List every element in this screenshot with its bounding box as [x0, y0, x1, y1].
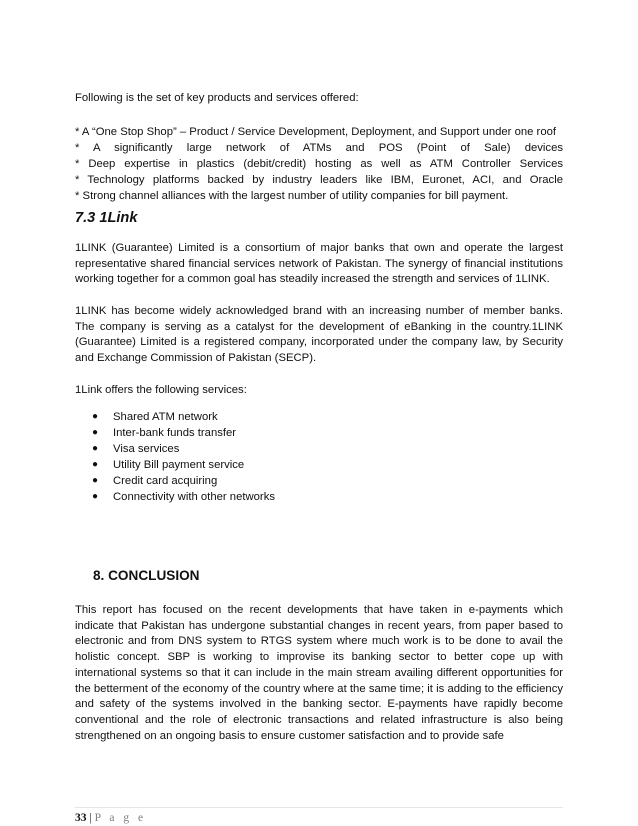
bullet-icon: ●	[92, 475, 99, 486]
key-product-item: * Deep expertise in plastics (debit/credit) hosting as well as ATM Controller Services	[75, 158, 563, 170]
bullet-icon: ●	[92, 443, 99, 454]
section-7-3-heading-wrap	[75, 210, 563, 226]
page-number: 33	[75, 812, 87, 824]
footer-divider	[75, 807, 563, 808]
page-label: P a g e	[94, 812, 147, 824]
bullet-icon: ●	[92, 459, 99, 470]
list-item: ● Credit card acquiring	[92, 475, 218, 487]
bullet-icon: ●	[92, 491, 99, 502]
key-product-item: * A significantly large network of ATMs and POS (Point of Sale) devices	[75, 142, 563, 154]
list-item: ● Utility Bill payment service	[92, 459, 245, 471]
key-product-item: * A “One Stop Shop” – Product / Service Development, Deployment, and Support under one roof	[75, 126, 557, 138]
section-7-3-para-1: 1LINK (Guarantee) Limited is a consortium of major banks that own and operate the largest representative shared financial services network of Pakistan. The synergy of financial institutions working together for a common goal has steadily increased the strength and services of 1LINK.	[75, 242, 563, 286]
key-products-list	[75, 124, 563, 204]
bullet-icon: ●	[92, 427, 99, 438]
intro-text: Following is the set of key products and services offered:	[75, 92, 359, 104]
key-product-item: * Technology platforms backed by industry leaders like IBM, Euronet, ACI, and Oracle	[75, 174, 563, 186]
conclusion-heading-wrap	[93, 568, 581, 583]
conclusion-text: This report has focused on the recent developments that have taken in e-payments which indicate that Pakistan has undergone substantial changes in recent years, from paper based to electronic and from DNS system to RTGS system where much work is to be done to avail the holistic concept. SBP is working to improvise its banking sector to better cope up with international systems so that it can include in the main stream availing different opportunities for the betterment of the economy of the country where at the same time; it is adding to the efficiency and safety of the systems involved in the banking sector. E-payments have rapidly become conventional and the role of electronic transactions and related infrastructure is also being strengthened on an ongoing basis to ensure customer satisfaction and to provide safe	[75, 604, 563, 742]
services-intro: 1Link offers the following services:	[75, 384, 247, 396]
list-item: ● Inter-bank funds transfer	[92, 427, 237, 439]
page-footer	[75, 812, 146, 824]
bullet-icon: ●	[92, 411, 99, 422]
conclusion-heading: 8. CONCLUSION	[93, 568, 200, 583]
footer-separator: |	[89, 812, 92, 824]
list-item: ● Shared ATM network	[92, 411, 218, 423]
services-list	[75, 409, 563, 505]
section-heading: 7.3 1Link	[75, 210, 138, 226]
list-item: ● Connectivity with other networks	[92, 491, 275, 503]
list-item: ● Visa services	[92, 443, 180, 455]
key-product-item: * Strong channel alliances with the largest number of utility companies for bill payment.	[75, 190, 509, 202]
section-7-3-para-2: 1LINK has become widely acknowledged brand with an increasing number of member banks. The company is serving as a catalyst for the development of eBanking in the country.1LINK (Guarantee) Limited is a registered company, incorporated under the company law, by Security and Exchange Commission of Pakistan (SECP).	[75, 305, 563, 364]
